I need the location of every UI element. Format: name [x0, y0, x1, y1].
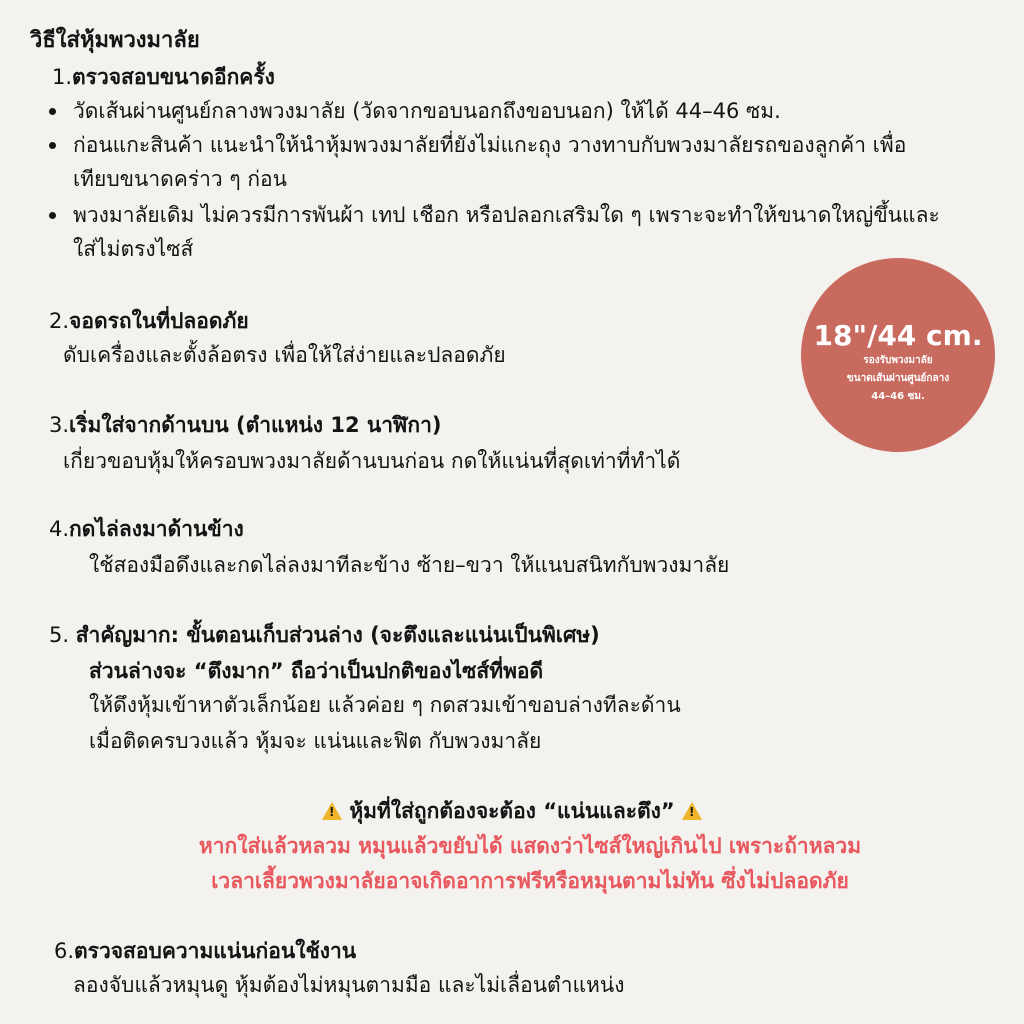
step-6-header [54, 936, 356, 966]
step-5-header [49, 620, 600, 650]
warning-heading [0, 796, 1024, 826]
warning-icon [682, 802, 702, 820]
page-title: วิธีใส่หุ้มพวงมาลัย [30, 28, 200, 53]
step-5-subheading: ส่วนล่างจะ “ตึงมาก” ถือว่าเป็นปกติของไซส์ที่พอดี [89, 659, 544, 683]
step-number: 2. [49, 309, 70, 333]
step-5-text-2: เมื่อติดครบวงแล้ว หุ้มจะ แน่นและฟิต กับพวงมาลัย [89, 729, 542, 753]
step-4-header [49, 514, 244, 544]
step-2-header [49, 306, 249, 336]
step-heading: เริ่มใส่จากด้านบน (ตำแหน่ง 12 นาฬิกา) [69, 413, 442, 437]
step-heading: ตรวจสอบความแน่นก่อนใช้งาน [74, 939, 357, 963]
step-4-text: ใช้สองมือดึงและกดไล่ลงมาทีละข้าง ซ้าย–ขวา ให้แนบสนิทกับพวงมาลัย [89, 553, 730, 577]
step-2-text: ดับเครื่องและตั้งล้อตรง เพื่อให้ใส่ง่ายและปลอดภัย [63, 343, 506, 367]
bullet-dot [49, 108, 56, 115]
step-1-bullet-2-cont: เทียบขนาดคร่าว ๆ ก่อน [73, 167, 288, 191]
step-heading: สำคัญมาก: ขั้นตอนเก็บส่วนล่าง (จะตึงและแน่นเป็นพิเศษ) [75, 623, 600, 647]
step-heading: ตรวจสอบขนาดอีกครั้ง [72, 65, 275, 89]
step-3-header [49, 410, 441, 440]
step-5-text-1: ให้ดึงหุ้มเข้าหาตัวเล็กน้อย แล้วค่อย ๆ กดสวมเข้าขอบล่างทีละด้าน [89, 693, 681, 717]
step-number: 1. [52, 65, 73, 89]
step-3-text: เกี่ยวขอบหุ้มให้ครอบพวงมาลัยด้านบนก่อน กดให้แน่นที่สุดเท่าที่ทำได้ [63, 449, 681, 473]
step-heading: กดไล่ลงมาด้านข้าง [69, 517, 244, 541]
step-heading: จอดรถในที่ปลอดภัย [69, 309, 249, 333]
badge-size-text: 18"/44 cm. [813, 319, 983, 352]
step-number: 5. [49, 623, 70, 647]
warning-icon [322, 802, 342, 820]
step-number: 4. [49, 517, 70, 541]
size-badge [801, 258, 995, 452]
badge-line-1: รองรับพวงมาลัย [863, 355, 933, 366]
step-6-text: ลองจับแล้วหมุนดู หุ้มต้องไม่หมุนตามมือ และไม่เลื่อนตำแหน่ง [73, 973, 625, 997]
bullet-dot [49, 212, 56, 219]
step-1-bullet-1: วัดเส้นผ่านศูนย์กลางพวงมาลัย (วัดจากขอบนอกถึงขอบนอก) ให้ได้ 44–46 ซม. [73, 99, 781, 123]
step-1-bullet-2: ก่อนแกะสินค้า แนะนำให้นำหุ้มพวงมาลัยที่ยังไม่แกะถุง วางทาบกับพวงมาลัยรถของลูกค้า เพื่อ [73, 133, 907, 157]
step-1-bullet-3: พวงมาลัยเดิม ไม่ควรมีการพันผ้า เทป เชือก หรือปลอกเสริมใด ๆ เพราะจะทำให้ขนาดใหญ่ขึ้นและ [73, 203, 940, 227]
step-number: 6. [54, 939, 75, 963]
warning-text-1: หากใส่แล้วหลวม หมุนแล้วขยับได้ แสดงว่าไซส์ใหญ่เกินไป เพราะถ้าหลวม [198, 834, 862, 858]
warning-heading-text: หุ้มที่ใส่ถูกต้องจะต้อง “แน่นและตึง” [349, 799, 675, 823]
step-number: 3. [49, 413, 70, 437]
badge-line-2: ขนาดเส้นผ่านศูนย์กลาง [846, 373, 950, 384]
step-1-header [52, 62, 275, 92]
step-1-bullet-3-cont: ใส่ไม่ตรงไซส์ [73, 237, 194, 261]
badge-line-3: 44–46 ซม. [871, 391, 925, 402]
warning-text-2: เวลาเลี้ยวพวงมาลัยอาจเกิดอาการฟรีหรือหมุนตามไม่ทัน ซึ่งไม่ปลอดภัย [211, 869, 849, 893]
bullet-dot [49, 142, 56, 149]
